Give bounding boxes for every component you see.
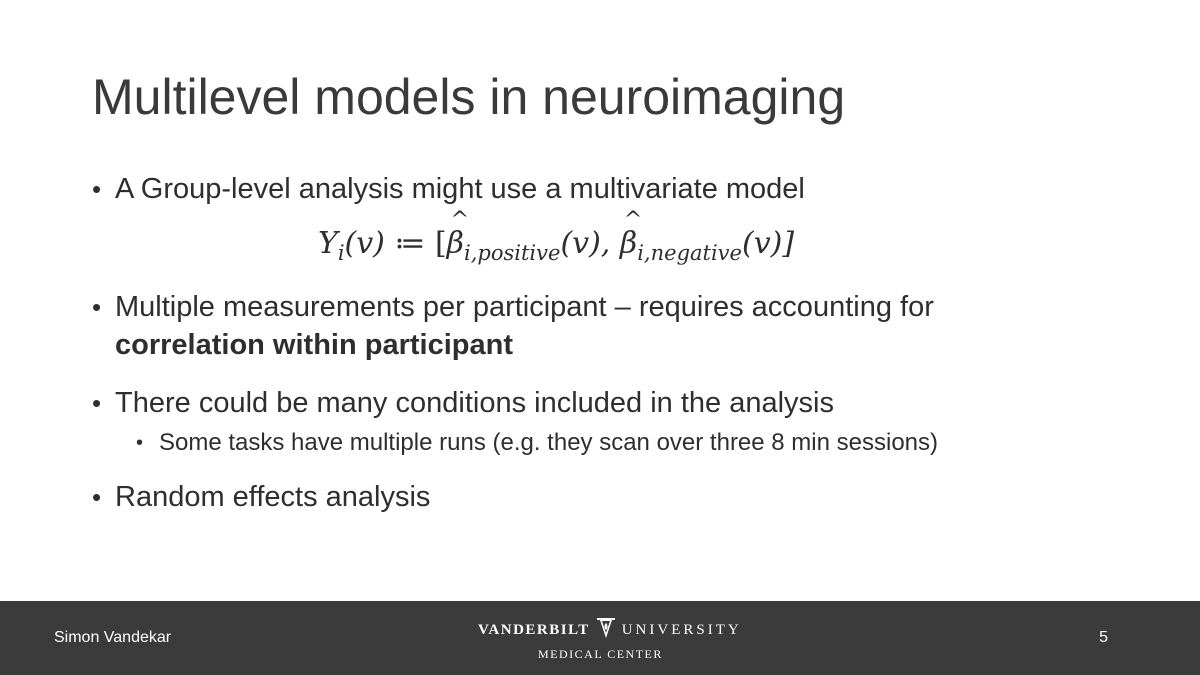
bullet-2-text [92, 288, 1092, 364]
eq-arg2: (v), [560, 226, 620, 261]
eq-beta-positive: ^ β [447, 226, 464, 261]
logo-line-2: MEDICAL CENTER [538, 647, 663, 661]
page-number: 5 [1099, 629, 1108, 646]
bullet-2 [92, 288, 1092, 364]
bullet-2-bold: correlation within participant [115, 329, 513, 361]
sub-bullet-dot: • [136, 432, 144, 454]
eq-beta-negative: ^ β [620, 226, 637, 261]
bullet-3 [92, 384, 1092, 422]
eq-lhs: Y [318, 226, 338, 261]
logo-word-university: UNIVERSITY [621, 622, 742, 638]
eq-arg1: (v) [344, 226, 385, 261]
eq-arg3: (v)] [741, 226, 795, 261]
bullet-dot: • [92, 292, 102, 322]
eq-sub-negative: i,negative [637, 241, 742, 265]
eq-assign: ≔ [ [384, 226, 447, 261]
bullet-4 [92, 478, 1092, 516]
bullet-dot: • [92, 482, 102, 512]
eq-sub-positive: i,positive [464, 241, 561, 265]
bullet-3-text: There could be many conditions included in the analysis [115, 387, 834, 419]
footer-bar [0, 601, 1200, 675]
logo-word-vanderbilt: VANDERBILT [478, 622, 590, 638]
bullet-2-plain: Multiple measurements per participant – requires accounting for [115, 291, 934, 323]
sub-bullet [136, 427, 938, 459]
vanderbilt-logo [478, 617, 742, 665]
equation [318, 226, 794, 265]
bullet-dot: • [92, 388, 102, 418]
bullet-4-text: Random effects analysis [115, 481, 431, 513]
bullet-1 [92, 170, 1092, 208]
logo-line-1 [478, 617, 742, 644]
bullet-dot: • [92, 174, 102, 204]
oak-leaf-v-icon [596, 617, 616, 644]
bullet-1-text: A Group-level analysis might use a multivariate model [115, 173, 805, 205]
slide-title: Multilevel models in neuroimaging [92, 69, 846, 125]
sub-bullet-text: Some tasks have multiple runs (e.g. they scan over three 8 min sessions) [159, 429, 939, 456]
eq-lhs-sub: i [337, 241, 345, 265]
author-name: Simon Vandekar [54, 629, 172, 646]
